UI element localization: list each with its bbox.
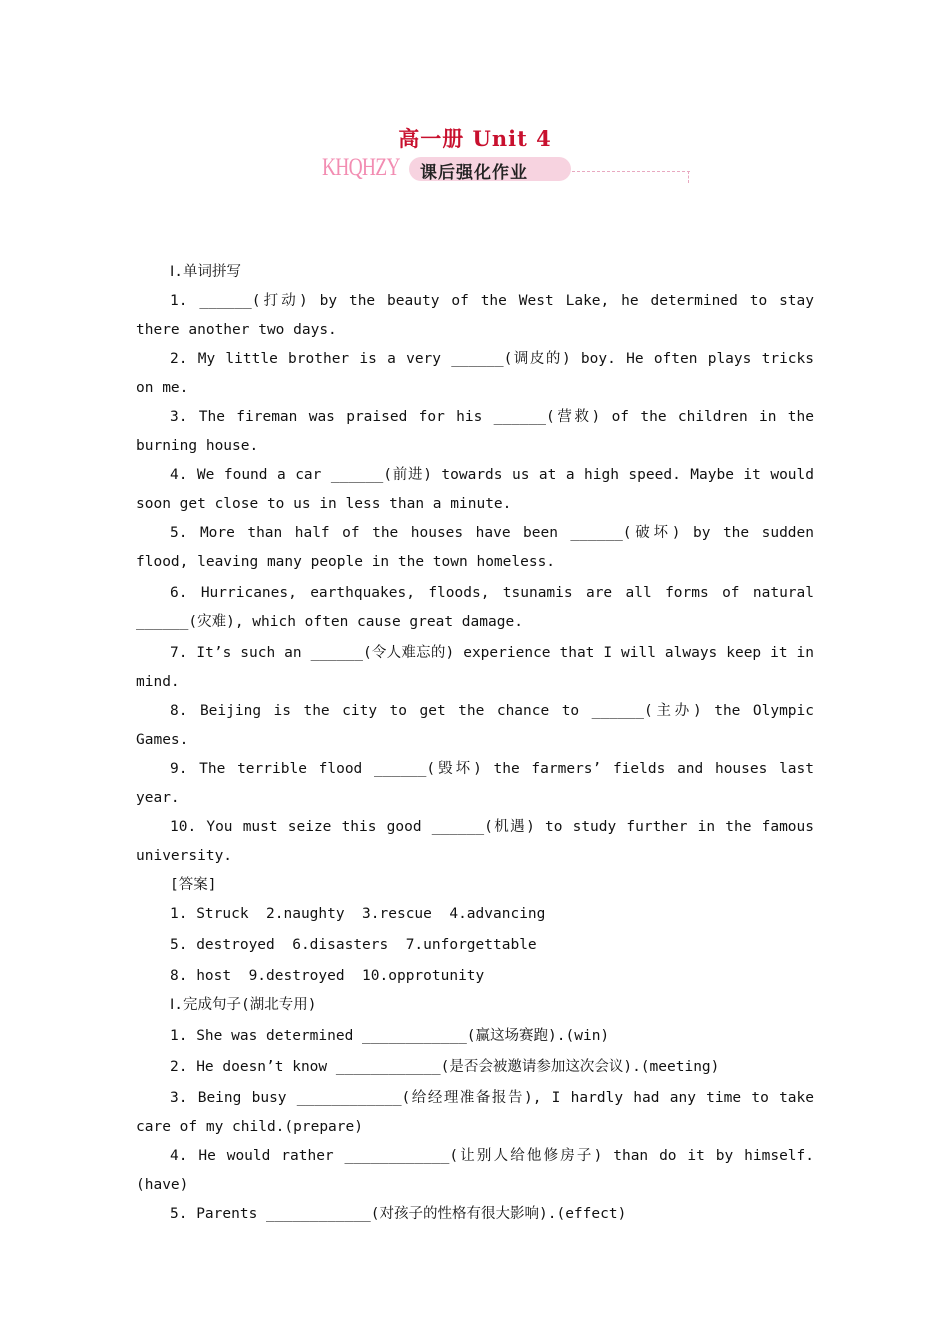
sentence-item: 4. He would rather ____________(让别人给他修房子) than do it by himself.(have) [136, 1148, 814, 1193]
banner-label: 课后强化作业 [420, 163, 528, 183]
answer-heading: [答案] [170, 877, 217, 893]
section-heading: Ⅰ.完成句子(湖北专用) [170, 997, 317, 1013]
banner-dashed-line [572, 171, 690, 172]
section-heading: Ⅰ.单词拼写 [170, 264, 242, 280]
question-item: 10. You must seize this good ______(机遇) to study further in the famous university. [136, 819, 814, 864]
sentence-item: 2. He doesn’t know ____________(是否会被邀请参加这次会议).(meeting) [170, 1059, 720, 1075]
question-item: 8. Beijing is the city to get the chance to ______(主办) the Olympic Games. [136, 703, 814, 748]
sentence-item: 3. Being busy ____________(给经理准备报告), I hardly had any time to take care of my child.(prepare) [136, 1090, 814, 1135]
document-title: 高一册 Unit 4 [398, 126, 552, 151]
sentence-item: 1. She was determined ____________(赢这场赛跑).(win) [170, 1028, 610, 1044]
question-item: 4. We found a car ______(前进) towards us at a high speed. Maybe it would soon get close to us in less than a minute. [136, 467, 814, 512]
question-item: 7. It’s such an ______(令人难忘的) experience that I will always keep it in mind. [136, 645, 814, 690]
question-item: 3. The fireman was praised for his ______(营救) of the children in the burning house. [136, 409, 814, 454]
question-item: 2. My little brother is a very ______(调皮的) boy. He often plays tricks on me. [136, 351, 814, 396]
answer-line: 5. destroyed 6.disasters 7.unforgettable [170, 937, 537, 953]
banner-dashed-tick [688, 171, 689, 183]
question-item: 9. The terrible flood ______(毁坏) the farmers’ fields and houses last year. [136, 761, 814, 806]
worksheet-body [136, 258, 814, 1229]
answer-line: 1. Struck 2.naughty 3.rescue 4.advancing [170, 906, 546, 922]
question-item: 6. Hurricanes, earthquakes, floods, tsunamis are all forms of natural ______(灾难), which often cause great damage. [136, 585, 814, 630]
sentence-item: 5. Parents ____________(对孩子的性格有很大影响).(effect) [170, 1206, 627, 1222]
banner-logo: KHQHZY [322, 154, 400, 181]
question-item: 1. ______(打动) by the beauty of the West Lake, he determined to stay there another two days. [136, 293, 814, 338]
question-item: 5. More than half of the houses have been ______(破坏) by the sudden flood, leaving many people in the town homeless. [136, 525, 814, 570]
homework-banner [322, 152, 694, 190]
answer-line: 8. host 9.destroyed 10.opprotunity [170, 968, 485, 984]
